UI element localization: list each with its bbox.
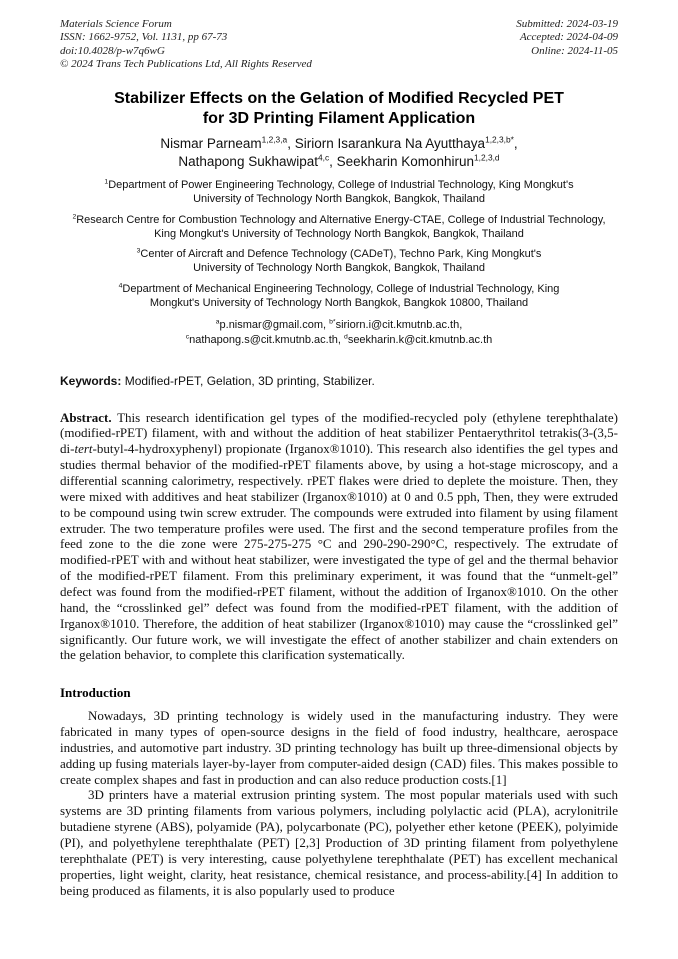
affiliation-text: Research Centre for Combustion Technology and Alternative Energy-CTAE, College of Industrial Technology, King Mongkut's University of Technology North Bangkok, Bangkok, Thailand bbox=[76, 213, 606, 240]
email-line-2 bbox=[60, 333, 618, 347]
accepted-date: Accepted: 2024-04-09 bbox=[519, 31, 618, 44]
journal-name: Materials Science Forum bbox=[60, 18, 172, 30]
affiliation-text: Department of Mechanical Engineering Technology, College of Industrial Technology, King Mongkut's University of Technology North Bangkok, Bangkok 10800, Thailand bbox=[122, 282, 560, 309]
email-mark: d bbox=[344, 332, 348, 340]
email-address: nathapong.s@cit.kmutnb.ac.th, bbox=[189, 333, 345, 346]
author-separator: , bbox=[513, 136, 518, 152]
abstract-italic-term: tert bbox=[74, 441, 93, 457]
online-date: Online: 2024-11-05 bbox=[531, 44, 618, 57]
abstract-paragraph bbox=[60, 410, 618, 664]
abstract-label: Abstract. bbox=[60, 409, 112, 425]
email-address: seekharin.k@cit.kmutnb.ac.th bbox=[347, 333, 493, 346]
introduction-paragraph-1: Nowadays, 3D printing technology is widely used in the manufacturing industry. They were fabricated in many types of open-source designs in the field of food industry, healthcare, aerospace industries, and automotive part industry. 3D printing technology has built up three-dimensional objects by adding up fusing materials layer-by-layer from computer-aided design (CAD) files. This makes possible to create complex shapes and fast in production and can also reduce production costs.[1] bbox=[60, 708, 618, 787]
author-affiliation-marks: 1,2,3,a bbox=[261, 134, 288, 145]
journal-header bbox=[60, 18, 618, 72]
abstract-text: -butyl-4-hydroxyphenyl) propionate (Irganox®1010). This research also identifies the gel types and studies thermal behavior of the modified-rPET filaments above, by using a hot-stage microscopy, and a differential scanning calorimetry, respectively. rPET flakes were dried to deplete the moisture. Then, they were mixed with additives and heat stabilizer (Irganox®1010) at 0 and 0.5 pph, Then, they were extruded to be compound using twin screw extruder. The compounds were extruded into filament by using filament extruder. The two temperature profiles were used. The first and the second temperature profiles from the feed zone to the die zone were 275-275-275 °C and 290-290-290°C, respectively. The extrudate of modified-rPET with and without heat stabilizer, were investigated the type of gel and the thermal behavior of the modified-rPET filament. From this preliminary experiment, it was found that the “unmelt-gel” defect was found from the modified-rPET filament, without the addition of Irganox®1010. On the other hand, the “crosslinked gel” defect was found from the modified-rPET filament, with the addition of Irganox®1010. Therefore, the addition of heat stabilizer (Irganox®1010) may cause the “crosslinked gel” significantly. Our future work, we will investigate the effect of another stabilizer and chain extenders on the gelation behavior, to complete this clarification systematically. bbox=[60, 441, 618, 663]
paper-title-line-1: Stabilizer Effects on the Gelation of Modified Recycled PET bbox=[114, 89, 564, 107]
affiliation-mark: 1 bbox=[104, 178, 109, 186]
affiliation-text: Department of Power Engineering Technology, College of Industrial Technology, King Mongkut's University of Technology North Bangkok, Bangkok, Thailand bbox=[108, 179, 574, 206]
abstract-text: This research identification gel types of the modified-recycled poly (ethylene terephthalate) (modified-rPET) filament, with and without the addition of heat stabilizer Pentaerythritol tetrakis(3-(3,5-di- bbox=[60, 409, 618, 457]
author-affiliation-marks: 1,2,3,b* bbox=[485, 134, 514, 145]
email-mark: b* bbox=[329, 318, 336, 326]
author-name: Nismar Parneam bbox=[160, 136, 262, 152]
author-emails bbox=[60, 318, 618, 347]
keywords-label: Keywords: bbox=[60, 373, 122, 388]
issn-volume-line: ISSN: 1662-9752, Vol. 1131, pp 67-73 bbox=[60, 31, 228, 44]
section-heading-introduction: Introduction bbox=[60, 685, 131, 701]
email-mark: a bbox=[215, 318, 220, 326]
paper-title bbox=[60, 89, 618, 131]
author-separator: , bbox=[329, 153, 337, 169]
submitted-date: Submitted: 2024-03-19 bbox=[516, 18, 618, 30]
author-affiliation-marks: 4,c bbox=[318, 152, 330, 163]
affiliation-1 bbox=[87, 179, 592, 207]
affiliation-text: Center of Aircraft and Defence Technology (CADeT), Techno Park, King Mongkut's University of Technology North Bangkok, Bangkok, Thailand bbox=[140, 248, 542, 275]
affiliation-mark: 4 bbox=[118, 282, 123, 290]
author-separator: , bbox=[287, 136, 295, 152]
author-name: Seekharin Komonhirun bbox=[336, 153, 475, 169]
keywords-line bbox=[60, 374, 618, 390]
affiliation-2 bbox=[60, 214, 618, 242]
author-line-1 bbox=[60, 135, 618, 153]
copyright-line: © 2024 Trans Tech Publications Ltd, All Rights Reserved bbox=[60, 58, 312, 71]
author-name: Siriorn Isarankura Na Ayutthaya bbox=[294, 136, 486, 152]
email-address: siriorn.i@cit.kmutnb.ac.th, bbox=[335, 319, 463, 332]
email-line-1 bbox=[60, 318, 618, 332]
affiliations bbox=[60, 179, 618, 310]
author-affiliation-marks: 1,2,3,d bbox=[474, 152, 500, 163]
keywords-text: Modified-rPET, Gelation, 3D printing, Stabilizer. bbox=[121, 373, 375, 388]
author-list bbox=[60, 135, 618, 170]
affiliation-mark: 3 bbox=[136, 247, 141, 255]
author-line-2 bbox=[60, 153, 618, 171]
affiliation-4 bbox=[93, 283, 585, 311]
paper-title-line-2: for 3D Printing Filament Application bbox=[202, 110, 476, 128]
email-address: p.nismar@gmail.com, bbox=[219, 319, 330, 332]
email-mark: c bbox=[185, 332, 190, 340]
affiliation-mark: 2 bbox=[72, 213, 77, 221]
journal-info-block bbox=[60, 18, 312, 72]
author-name: Nathapong Sukhawipat bbox=[178, 153, 318, 169]
submission-dates-block bbox=[516, 18, 618, 72]
affiliation-3 bbox=[119, 248, 559, 276]
doi-line: doi:10.4028/p-w7q6wG bbox=[60, 44, 165, 57]
introduction-paragraph-2: 3D printers have a material extrusion printing system. The most popular materials used with such systems are 3D printing filaments from various polymers, including polylactic acid (PLA), acrylonitrile butadiene styrene (ABS), polyamide (PA), polycarbonate (PC), polyether ether ketone (PEEK), polyimide (PI), and polyethylene terephthalate (PET) [2,3] Production of 3D printing filament from polyethylene terephthalate (PET) is very interesting, cause polyethylene terephthalate (PET) has excellent mechanical properties, light weight, clarity, heat resistance, chemical resistance, and process-ability.[4] In addition to being produced as filaments, it is also popularly used to produce bbox=[60, 787, 618, 898]
